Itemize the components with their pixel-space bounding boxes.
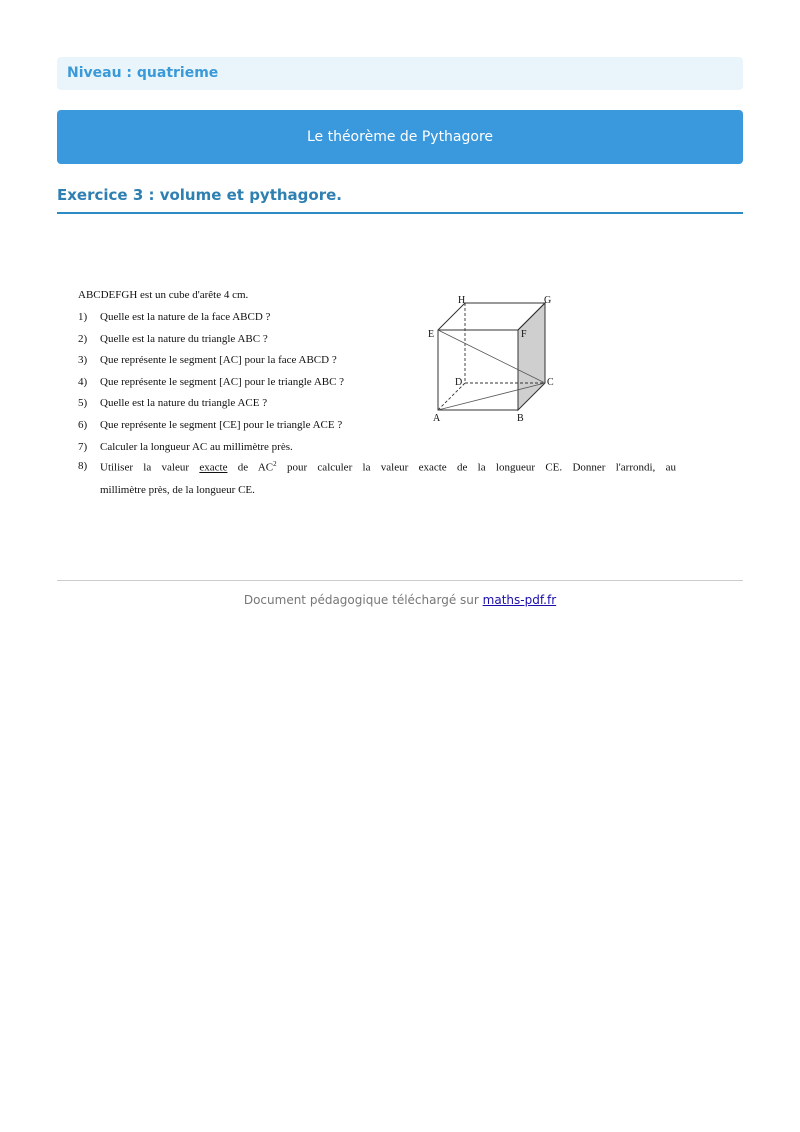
vertex-label-g: G <box>544 295 552 306</box>
exercise-body <box>78 286 678 506</box>
vertex-label-a: A <box>433 413 441 424</box>
q8-underlined-word: exacte <box>199 461 228 474</box>
question-8-line-2: millimètre près, de la longueur CE. <box>100 484 255 496</box>
vertex-label-d: D <box>455 377 463 388</box>
question-text: Que représente le segment [CE] pour le triangle ACE ? <box>100 419 343 431</box>
footer <box>57 593 743 607</box>
lesson-title-banner: Le théorème de Pythagore <box>57 110 743 164</box>
exercise-title: Exercice 3 : volume et pythagore. <box>57 186 743 214</box>
cube-figure <box>425 290 560 425</box>
question-number: 1) <box>78 311 88 323</box>
question-number: 2) <box>78 333 88 345</box>
question-number: 3) <box>78 354 88 366</box>
question-text: Que représente le segment [AC] pour le triangle ABC ? <box>100 376 345 388</box>
question-text: Quelle est la nature de la face ABCD ? <box>100 311 271 323</box>
question-number: 6) <box>78 419 88 431</box>
question-number: 7) <box>78 441 88 453</box>
exercise-intro: ABCDEFGH est un cube d'arête 4 cm. <box>78 289 249 301</box>
question-text: Que représente le segment [AC] pour la face ABCD ? <box>100 354 337 366</box>
vertex-label-f: F <box>521 329 527 340</box>
question-text: Quelle est la nature du triangle ACE ? <box>100 397 268 409</box>
question-number: 8) <box>78 460 88 472</box>
vertex-label-e: E <box>428 329 435 340</box>
vertex-label-h: H <box>458 295 466 306</box>
vertex-label-c: C <box>547 377 554 388</box>
q8-part-3: pour calculer la valeur exacte de la longueur CE. Donner l'arrondi, au <box>286 461 676 474</box>
level-banner: Niveau : quatrieme <box>57 57 743 90</box>
footer-link[interactable]: maths-pdf.fr <box>482 593 557 607</box>
question-text: Calculer la longueur AC au millimètre près. <box>100 441 293 453</box>
question-text: Quelle est la nature du triangle ABC ? <box>100 333 268 345</box>
footer-divider <box>57 580 743 581</box>
footer-text: Document pédagogique téléchargé sur <box>243 593 479 607</box>
shaded-face-bcgf <box>518 303 545 410</box>
q8-part-2: de AC <box>237 461 274 474</box>
question-8-line-1 <box>100 460 676 474</box>
q8-part-1: Utiliser la valeur <box>100 461 190 474</box>
vertex-label-b: B <box>517 413 524 424</box>
q8-exponent: 2 <box>273 460 277 468</box>
question-number: 4) <box>78 376 88 388</box>
question-number: 5) <box>78 397 88 409</box>
